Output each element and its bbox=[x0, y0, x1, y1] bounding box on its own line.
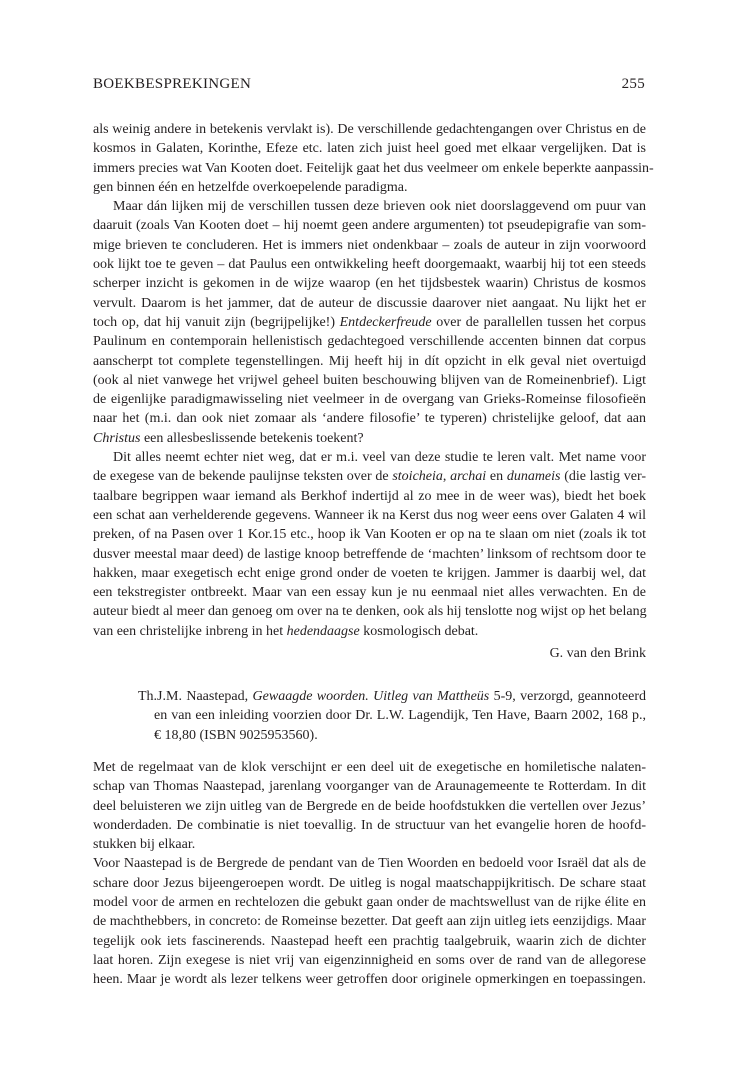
text-line: mige brieven te concluderen. Het is immers niet ondenkbaar – zoals de auteur in zijn voorwoord bbox=[93, 237, 646, 253]
text-line: Paulinum en contemporain hellenistisch gedachtegoed verschillende accenten binnen dat corpus bbox=[93, 334, 646, 350]
bib-line: € 18,80 (ISBN 9025953560). bbox=[154, 727, 318, 743]
text-line: een schat aan verhelderende gegevens. Wanneer ik na Kerst dus nog weer eens over Galaten 4 wil bbox=[93, 507, 646, 523]
bib-line: en van een inleiding voorzien door Dr. L.W. Lagendijk, Ten Have, Baarn 2002, 168 p., bbox=[154, 708, 646, 724]
running-head bbox=[93, 76, 645, 93]
text-line: als weinig andere in betekenis vervlakt is). De verschillende gedachtengangen over Christus en de bbox=[93, 122, 646, 137]
text-line: auteur biedt al meer dan genoeg om over na te denken, ook als hij tenslotte nog wijst op het belang bbox=[93, 604, 647, 620]
text-line: preken, of na Pasen over 1 Kor.15 etc., hoop ik Van Kooten er op na te slaan om niet (zoals ik tot bbox=[93, 527, 646, 543]
text-line: aanscherpt tot complete tegenstellingen. Mij heeft hij in dít opzicht in elk geval niet overtuigd bbox=[93, 353, 646, 369]
text-line: schap van Thomas Naastepad, jarenlang voorganger van de Araunagemeente te Rotterdam. In dit bbox=[93, 779, 646, 795]
text-line: hakken, maar exegetisch echt enige grond onder de voeten te krijgen. Jammer is daarbij wel, dat bbox=[93, 565, 646, 581]
text-line: naar het (m.i. dan ook niet zomaar als ‘andere filosofie’ te typeren) christelijke geloof, dat aan bbox=[93, 411, 646, 427]
text-line: tegelijk ook iets fascinerends. Naastepad heeft een prachtig taalgebruik, waarin zich de dichter bbox=[93, 933, 646, 949]
bibliographic-entry bbox=[138, 687, 646, 745]
text-line: de machthebbers, in concreto: de Romeinse bezetter. Dat geeft aan zijn uitleg iets eenzijdigs. Maar bbox=[93, 914, 646, 930]
section-title: BOEKBESPREKINGEN bbox=[93, 76, 252, 92]
review-van-kooten bbox=[93, 120, 654, 663]
text-line: (ook al niet vanwege het vrijwel geheel buiten beschouwing blijven van de Romeinenbrief). Ligt bbox=[93, 372, 646, 388]
text-line: dusver meestal maar deed) de lastige knoop betreffende de ‘machten’ linksom of rechtsom door te bbox=[93, 546, 646, 562]
text-line: scherper inzicht is gekomen in de wijze waarop (en het tijdsbestek waarin) Christus de kosmos bbox=[93, 276, 646, 292]
text-line: ook lijkt toe te geven – dat Paulus een ontwikkeling heeft doorgemaakt, waarbij hij tot een steeds bbox=[93, 257, 646, 273]
text-line: vervult. Daarom is het jammer, dat de auteur de discussie daarover niet aangaat. Nu lijkt het er bbox=[93, 295, 646, 311]
text-line: daaruit (zoals Van Kooten doet – hij noemt geen andere argumenten) tot pseudepigrafie van som- bbox=[93, 218, 646, 234]
review-naastepad bbox=[93, 758, 646, 990]
text-line: Met de regelmaat van de klok verschijnt er een deel uit de exegetische en homiletische nalaten- bbox=[93, 760, 646, 775]
text-line: de exegese van de bekende paulijnse teksten over de stoicheia, archai en dunameis (die lastig ver- bbox=[93, 469, 646, 485]
text-line: kosmos in Galaten, Korinthe, Efeze etc. laten zich juist heel goed met elkaar vergelijken. Dat is bbox=[93, 141, 646, 157]
text-line: stukken bij elkaar. bbox=[93, 837, 196, 853]
text-line: Dit alles neemt echter niet weg, dat er m.i. veel van deze studie te leren valt. Met name voor bbox=[113, 450, 646, 466]
text-line: schare door Jezus bijeengeroepen wordt. De uitleg is nogal maatschappijkritisch. De schare staat bbox=[93, 875, 646, 891]
text-line: toch op, dat hij vanuit zijn (begrijpelijke!) Entdeckerfreude over de parallellen tussen het corpus bbox=[93, 314, 646, 330]
text-line: Christus een allesbeslissende betekenis toekent? bbox=[93, 430, 364, 446]
reviewer-signature: G. van den Brink bbox=[549, 646, 646, 662]
text-line: een tekstregister ontbreekt. Maar van een essay kun je nu eenmaal niet alles verwachten. En de bbox=[93, 585, 646, 601]
text-line: taalbare begrippen waar iemand als Berkhof indertijd al zo mee in de weer was), biedt het boek bbox=[93, 488, 646, 504]
text-line: model voor de armen en rechtelozen die gebukt gaan onder de machtswellust van de rijke élite en bbox=[93, 895, 646, 911]
text-line: laat horen. Zijn exegese is niet vrij van eigenzinnigheid en soms over de rand van de allegorese bbox=[93, 952, 646, 968]
text-line: Maar dán lijken mij de verschillen tussen deze brieven ook niet doorslaggevend om puur van bbox=[113, 199, 646, 215]
text-line: Voor Naastepad is de Bergrede de pendant van de Tien Woorden en bedoeld voor Israël dat als de bbox=[93, 856, 646, 872]
text-line: gen binnen één en hetzelfde overkoepelende paradigma. bbox=[93, 179, 408, 195]
text-line: wonderdaden. De combinatie is niet toevallig. In de structuur van het evangelie horen de hoofd- bbox=[93, 817, 646, 833]
bib-line: Th.J.M. Naastepad, Gewaagde woorden. Uitleg van Mattheüs 5-9, verzorgd, geannoteerd bbox=[138, 689, 646, 704]
text-line: heen. Maar je wordt als lezer telkens weer getroffen door originele opmerkingen en toepassingen. bbox=[93, 972, 646, 988]
page-number: 255 bbox=[621, 76, 645, 92]
text-line: de eigenlijke paradigmawisseling niet veelmeer in de overgang van Grieks-Romeinse filosofieën bbox=[93, 392, 646, 408]
text-line: van een christelijke inbreng in het hedendaagse kosmologisch debat. bbox=[93, 623, 479, 639]
text-line: deel beluisteren we zijn uitleg van de Bergrede en de beide hoofdstukken die vertellen over Jezus’ bbox=[93, 798, 646, 814]
text-line: immers precies wat Van Kooten doet. Feitelijk gaat het dus veelmeer om enkele beperkte aanpassin- bbox=[93, 160, 654, 176]
